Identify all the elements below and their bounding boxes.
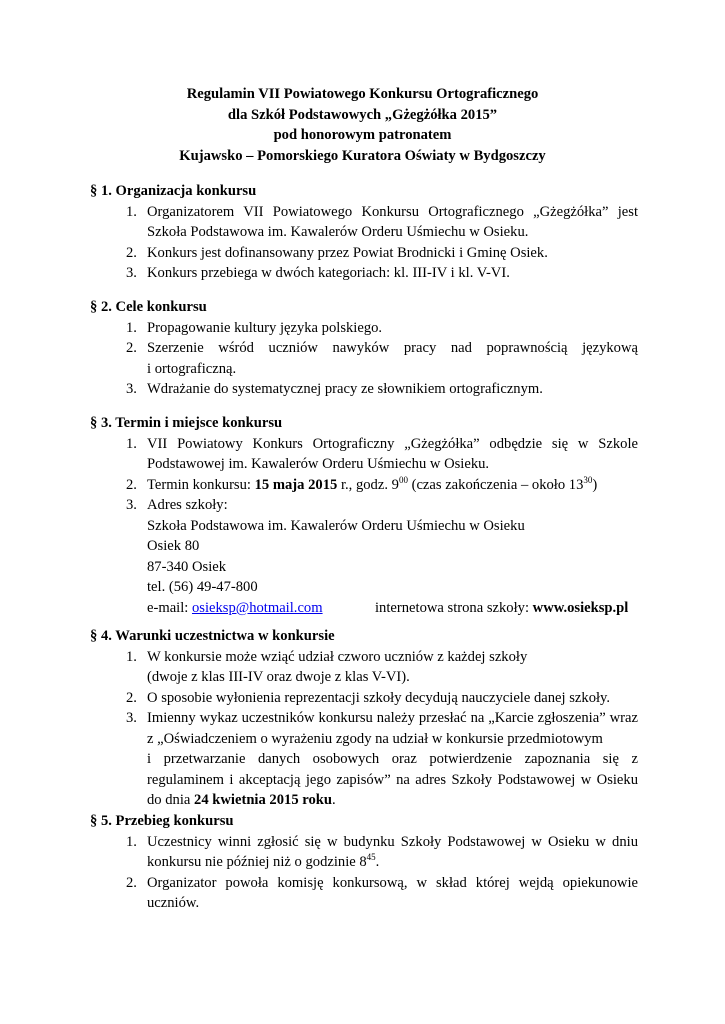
item-text-line: W konkursie może wziąć udział czworo uczniów z każdej szkoły — [147, 648, 528, 665]
section-4 — [90, 626, 638, 811]
item-text-line — [147, 474, 598, 493]
list-item — [90, 688, 638, 709]
item-text-line: Szerzenie wśród uczniów nawyków pracy nad poprawnością językową — [147, 340, 638, 356]
email-label: e-mail: — [147, 599, 192, 616]
superscript: 30 — [583, 474, 593, 485]
document-title — [90, 84, 635, 166]
item-text-line: (dwoje z klas III-IV oraz dwoje z klas V-VI). — [147, 669, 410, 685]
list-item — [90, 475, 638, 496]
address-postal: 87-340 Osiek — [147, 558, 227, 575]
item-number: 2. — [126, 476, 137, 493]
section-1 — [90, 181, 638, 284]
item-number: 2. — [126, 244, 137, 261]
section-4-heading: § 4. Warunki uczestnictwa w konkursie — [90, 628, 335, 644]
text-span: (czas zakończenia – około 13 — [407, 476, 584, 493]
item-text-line: O sposobie wyłonienia reprezentacji szkoły decydują nauczyciele danej szkoły. — [147, 689, 611, 706]
website — [375, 598, 628, 619]
title-line-1: Regulamin VII Powiatowego Konkursu Ortograficznego — [186, 86, 539, 102]
item-text-line: uczniów. — [147, 895, 200, 911]
list-item — [90, 243, 638, 264]
item-text-line — [147, 792, 336, 808]
section-3 — [90, 413, 638, 618]
list-item — [90, 708, 638, 811]
superscript: 00 — [398, 474, 408, 485]
date-bold: 15 maja 2015 — [254, 476, 338, 493]
item-text-line: Organizatorem VII Powiatowego Konkursu Ortograficznego „Gżegżółka” jest — [147, 203, 638, 220]
text-span: do dnia — [147, 792, 195, 808]
title-line-3: pod honorowym patronatem — [273, 127, 452, 143]
item-text-line: Propagowanie kultury języka polskiego. — [147, 319, 383, 336]
list-item — [90, 832, 638, 873]
website-label: internetowa strona szkoły: — [375, 599, 533, 616]
item-text-line: Adres szkoły: — [147, 497, 228, 513]
address-street: Osiek 80 — [147, 538, 200, 554]
address-phone: tel. (56) 49-47-800 — [147, 579, 258, 595]
section-5 — [90, 811, 638, 914]
list-item — [90, 434, 638, 475]
item-text-line: i ortograficzną. — [147, 360, 237, 377]
item-number: 1. — [126, 833, 137, 850]
section-2 — [90, 297, 638, 400]
item-number: 1. — [126, 319, 137, 336]
section-2-heading: § 2. Cele konkursu — [90, 299, 207, 315]
contact-line — [147, 598, 638, 619]
item-number: 3. — [126, 497, 137, 513]
text-span: . — [332, 792, 336, 808]
item-text-line: Organizator powoła komisję konkursową, w skład której wejdą opiekunowie — [147, 874, 638, 891]
list-item — [90, 647, 638, 688]
section-5-heading: § 5. Przebieg konkursu — [90, 813, 234, 829]
list-item — [90, 318, 638, 339]
item-text-line: Konkurs jest dofinansowany przez Powiat Brodnicki i Gminę Osiek. — [147, 244, 548, 261]
list-item — [90, 202, 638, 243]
text-span: ) — [592, 476, 598, 493]
item-text-line: Konkurs przebiega w dwóch kategoriach: kl. III-IV i kl. V-VI. — [147, 265, 510, 281]
item-number: 3. — [126, 265, 137, 281]
item-number: 2. — [126, 340, 137, 356]
title-line-2: dla Szkół Podstawowych „Gżegżółka 2015” — [227, 106, 498, 123]
superscript: 45 — [366, 852, 376, 862]
text-span: r., godz. 9 — [337, 476, 399, 493]
item-text-line: VII Powiatowy Konkurs Ortograficzny „Gżegżółka” odbędzie się w Szkole — [147, 435, 638, 452]
item-number: 3. — [126, 381, 137, 397]
item-text-line: Szkoła Podstawowa im. Kawalerów Orderu Uśmiechu w Osieku. — [147, 224, 529, 240]
list-item — [90, 338, 638, 379]
item-number: 2. — [126, 874, 137, 891]
item-number: 1. — [126, 648, 137, 665]
item-text-line: i przetwarzanie danych osobowych oraz potwierdzenie zapoznania się z — [147, 751, 638, 767]
item-number: 1. — [126, 435, 137, 452]
item-text-line — [147, 854, 379, 870]
text-span: Termin konkursu: — [147, 476, 255, 493]
item-number: 2. — [126, 689, 137, 706]
section-3-heading: § 3. Termin i miejsce konkursu — [90, 415, 283, 431]
list-item — [90, 495, 638, 618]
item-text-line: z „Oświadczeniem o wyrażeniu zgody na udział w konkursie przedmiotowym — [147, 730, 603, 747]
section-1-heading: § 1. Organizacja konkursu — [90, 183, 257, 199]
item-text-line: Wdrażanie do systematycznej pracy ze słownikiem ortograficznym. — [147, 381, 543, 397]
item-text-line: regulaminem i akceptacją jego zapisów” na adres Szkoły Podstawowej w Osieku — [147, 771, 638, 788]
email-link[interactable]: osieksp@hotmail.com — [191, 599, 323, 616]
text-span: konkursu nie później niż o godzinie 8 — [147, 854, 367, 870]
item-text-line: Imienny wykaz uczestników konkursu należy przesłać na „Karcie zgłoszenia” wraz — [147, 710, 638, 726]
website-url: www.osieksp.pl — [532, 599, 629, 616]
item-text-line: Uczestnicy winni zgłosić się w budynku Szkoły Podstawowej w Osieku w dniu — [147, 833, 638, 850]
text-span: . — [375, 854, 380, 870]
address-name: Szkoła Podstawowa im. Kawalerów Orderu Uśmiechu w Osieku — [147, 517, 525, 534]
list-item — [90, 379, 638, 400]
date-bold: 24 kwietnia 2015 roku — [194, 792, 333, 808]
title-line-4: Kujawsko – Pomorskiego Kuratora Oświaty w Bydgoszczy — [179, 147, 546, 164]
item-number: 1. — [126, 203, 137, 220]
item-text-line: Podstawowej im. Kawalerów Orderu Uśmiechu w Osieku. — [147, 456, 490, 472]
list-item — [90, 873, 638, 914]
list-item — [90, 263, 638, 284]
item-number: 3. — [126, 710, 137, 726]
